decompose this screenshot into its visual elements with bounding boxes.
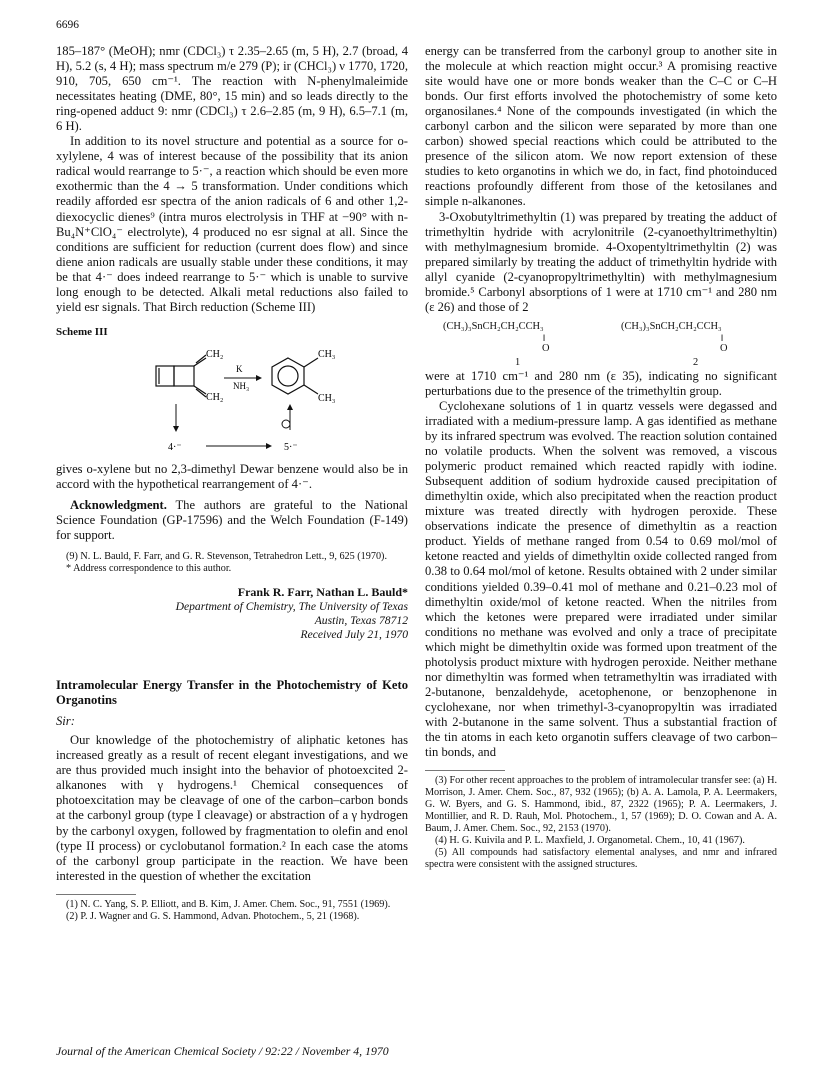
up-arrow-head-icon [287,404,293,410]
paragraph: Cyclohexane solutions of 1 in quartz vessels were degassed and irradiated with a medium-pressure lamp. A gas identified as methane by its infrared spectrum was evolved. The reaction solution contained no volatile products. When the solvent was removed, a viscous polymeric product remained which reacted rapidly with iodine. Subsequent addition of sodium hydroxide caused precipitation of dimethyltin oxide, which also precipitated when the reaction product mixture was treated directly with hydrogen peroxide. These observations indicate the presence of dimethyltin as a reaction product. Yields of methane ranged from 0.54 to 0.69 mol/mol of ketone reacted and yields of dimethyltin oxide collected ranged from 0.38 to 0.64 mol/mol of ketone. Results obtained with 2 under similar conditions yielded 0.39–0.41 mol of methane and 0.21–0.23 mol of dimethyltin oxide/mol of ketone reacted. When the nitriles from which the ketones were prepared were irradiated under similar conditions no methane was evolved and only a trace of precipitate which might be dimethyltin oxide was formed upon treatment of the photolysis product mixture with hydrogen peroxide. Neither methane nor dimethyltin was formed when tetramethyltin was irradiated with 2-butanone, benzaldehyde, acetophenone, or benzophenone in cyclohexane, nor when trimethyl-3-cyanopropyltin was irradiated with 2-butanone in the same solvent. Thus a substantial fraction of the tin atoms in each keto organotin suffers cleavage of two carbon–tin bonds, and [425,398,777,760]
ch3-bottom-label: CH₃ [318,392,336,404]
oxygen-label: O [720,342,728,354]
label-4-anion: 4·⁻ [168,441,182,453]
affiliation-2: Austin, Texas 78712 [314,614,408,628]
down-arrow-head-icon [173,426,179,432]
reagent-k: K [236,363,243,374]
footnote-rule [56,894,136,895]
footnote-5: (5) All compounds had satisfactory elemental analyses, and nmr and infrared spectra were consistent with the assigned structures. [425,847,777,871]
footnote-4: (4) H. G. Kuivila and P. L. Maxfield, J. Organometal. Chem., 10, 41 (1967). [435,835,745,847]
article-title: Intramolecular Energy Transfer in the Photochemistry of Keto Organotins [56,678,408,708]
received-date: Received July 21, 1970 [300,628,408,642]
page-number: 6696 [56,19,79,31]
formula-row [425,315,777,369]
double-bond-mark: ‖ [721,332,724,343]
scheme-label: Scheme III [56,325,108,338]
ack-text: The authors are grateful to the National Science Foundation (GP-17596) and the Welch Foundation (F-149) for support. [56,497,408,543]
compound-number-2: 2 [693,356,699,368]
footnote-2: (2) P. J. Wagner and G. S. Hammond, Advan. Photochem., 5, 21 (1968). [66,910,360,922]
scheme-figure [56,344,408,462]
oxygen-label: O [542,342,550,354]
footnote-star: * Address correspondence to this author. [66,563,232,575]
paragraph: energy can be transferred from the carbonyl group to another site in the molecule at which reaction might occur.³ A promising reactive site would have one or more bonds weaker than the C–C or C–H bonds. Our first efforts involved the photochemistry of some keto organosilanes.⁴ None of the compounds investigated (in which the carbonyl carbon and the silicon were separated by more than one carbon) showed special reactions which could be attributed to the presence of the silicon atom. We now report extension of these studies to keto organotins in which we do, in fact, find photoinduced reactions profoundly different from those of the ketosilanes and simple n-alkanones. [425,44,777,209]
paragraph: In addition to its novel structure and potential as a source for o-xylylene, 4 was of interest because of the possibility that its anion radical would rearrange to 5·⁻, a reaction which should be even more exothermic than the 4 → 5 transformation. Under conditions which readily afforded esr spectra of the anion radicals of 6 and other 1,2-diexocyclic dienes⁹ (intra muros electrolysis in THF at −90° with n-Bu₄N⁺ClO₄⁻ electrolyte), 4 produced no esr signal at all. Since the conditions are sufficient for reduction (current does flow) and since diene anion radicals are usually stable under these conditions, it may be that 4·⁻ does indeed rearrange to 5·⁻ which is unable to survive long enough to be detected. Alkali metal reductions also failed to yield esr signals. That Birch reduction (Scheme III) [56,134,408,314]
ch2-bottom-label: CH₂ [206,391,224,403]
authors: Frank R. Farr, Nathan L. Bauld* [237,585,408,600]
footnotes-left-top [56,551,408,575]
paragraph: Our knowledge of the photochemistry of aliphatic ketones has increased greatly as a result of recent elegant investigations, and we are thus provided much insight into the behavior of photoexcited 2-alkanones with γ hydrogens.¹ Chemical consequences of photoexcitation may be cleavage of one of the carbon–carbon bonds at the carbonyl group (type I cleavage) or abstraction of a γ hydrogen by the carbonyl oxygen, followed by fragmentation to olefin and enol (type II process) or cyclobutanol formation.² In each case the atoms of the carbonyl group participate in the reaction. We have been interested in the question of whether the excitation [56,733,408,883]
ack-heading: Acknowledgment. [70,497,167,512]
right-column [425,44,777,871]
scheme-drawing [56,344,408,462]
formula-2: (CH₃)₃SnCH₂CH₂CCH₃ [621,320,722,332]
footnote-3: (3) For other recent approaches to the problem of intramolecular transfer see: (a) H. Morrison, J. Amer. Chem. Soc., 87, 932 (1965); (b) A. A. Lamola, P. A. Leermakers, G. W. Byers, and G. S. Hammond, ibid., 87, 2322 (1965); P. A. Leermakers, J. Montillier, and R. D. Rauh, Mol. Photochem., 1, 57 (1969); D. O. Cowan and A. A. Baum, J. Amer. Chem. Soc., 92, 2153 (1970). [425,775,777,835]
compound-5-structure [272,358,318,394]
footnote-rule [425,770,505,771]
arrow-head-icon [256,375,262,381]
footnotes-right [425,775,777,871]
ch2-top-label: CH₂ [206,348,224,360]
paragraph: gives o-xylene but no 2,3-dimethyl Dewar benzene would also be in accord with the hypothetical rearrangement of 4·⁻. [56,461,408,491]
ch3-top-label: CH₃ [318,348,336,360]
compound-number-1: 1 [515,356,521,368]
footnote-9: (9) N. L. Bauld, F. Farr, and G. R. Stevenson, Tetrahedron Lett., 9, 625 (1970). [66,551,387,563]
acknowledgment [56,498,408,543]
paragraph: 3-Oxobutyltrimethyltin (1) was prepared by treating the adduct of trimethyltin hydride with acrylonitrile (2-cyanoethyltrimethyltin) with methylmagnesium bromide. 4-Oxopentyltrimethyltin (2) was prepared similarly by treating the adduct of trimethyltin hydride with allyl cyanide (2-cyanopropyltrimethyltin) with methylmagnesium bromide.⁵ Carbonyl absorptions of 1 were at 1710 cm⁻¹ and 280 nm (ε 26) and those of 2 [425,209,777,314]
reagent-nh3: NH₃ [233,380,250,391]
paragraph: 185–187° (MeOH); nmr (CDCl₃) τ 2.35–2.65 (m, 5 H), 2.7 (broad, 4 H), 5.2 (s, 4 H); mass spectrum m/e 279 (P); ir (CHCl₃) ν 1770, 1720, 910, 705, 650 cm⁻¹. The reaction with N-phenylmaleimide necessitates heating (DME, 80°, 15 min) and so leads directly to the ring-opened adduct 9: nmr (CDCl₃) τ 2.6–2.85 (m, 9 H), 6.5–7.1 (m, 6 H). [56,44,408,134]
salutation: Sir: [56,714,75,729]
affiliation-1: Department of Chemistry, The University of Texas [175,600,408,614]
radical-mark-icon [282,420,290,428]
left-column [56,44,408,923]
footnotes-left-bottom [56,899,408,923]
formula-1: (CH₃)₃SnCH₂CH₂CCH₃ [443,320,544,332]
label-5-anion: 5·⁻ [284,441,298,453]
double-bond-mark: ‖ [543,332,546,343]
journal-footer: Journal of the American Chemical Society / 92:22 / November 4, 1970 [56,1044,389,1058]
bottom-arrow-head-icon [266,443,272,449]
footnote-1: (1) N. C. Yang, S. P. Elliott, and B. Kim, J. Amer. Chem. Soc., 91, 7551 (1969). [66,898,391,910]
paragraph: were at 1710 cm⁻¹ and 280 nm (ε 35), indicating no significant perturbations due to the presence of the trimethyltin group. [425,368,777,398]
compound-4-structure [156,355,206,397]
